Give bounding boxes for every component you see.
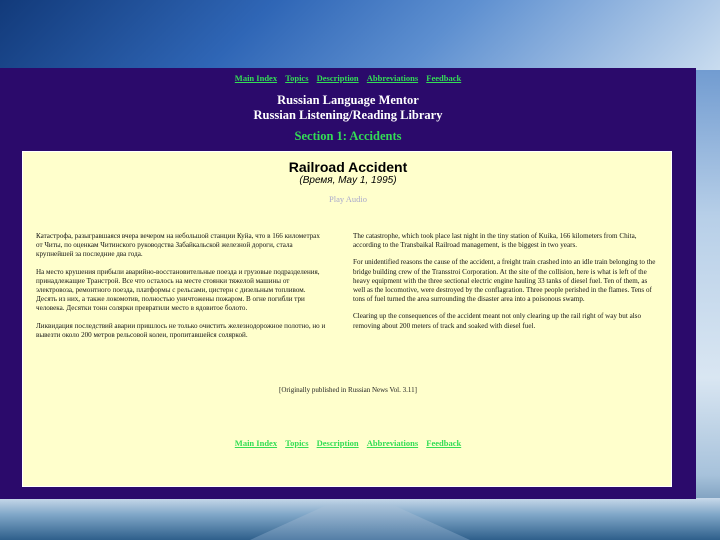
desktop-background-sky [0, 0, 720, 70]
russian-text-column [36, 232, 326, 348]
english-text-column [353, 232, 658, 339]
russian-paragraph: Катастрофа, разыгравшаяся вчера вечером на небольшой станции Куйа, что в 166 километрах от Читы, по оценкам Читинского руководства Забайкальской железной дороги, стала крупнейшей за последние два года. [36, 232, 320, 259]
nav-abbreviations[interactable]: Abbreviations [366, 73, 419, 83]
english-paragraph: The catastrophe, which took place last night in the tiny station of Kuika, 166 kilometers from Chita, according to the Transbaikal Railroad management, is the biggest in two years. [353, 232, 637, 250]
title-line-1: Russian Language Mentor [277, 93, 419, 107]
nav-topics[interactable]: Topics [285, 438, 309, 448]
nav-main-index[interactable]: Main Index [234, 438, 278, 448]
nav-abbreviations[interactable]: Abbreviations [366, 438, 419, 448]
nav-feedback[interactable]: Feedback [426, 438, 462, 448]
english-paragraph: Clearing up the consequences of the accident meant not only clearing up the rail right of way but also removing about 200 meters of track and soaked with diesel fuel. [353, 312, 641, 330]
nav-feedback[interactable]: Feedback [426, 73, 462, 83]
article-title: Railroad Accident [288, 159, 408, 175]
bottom-navigation [0, 438, 696, 448]
page-title [0, 93, 696, 123]
russian-paragraph: Ликвидация последствий аварии пришлось не только очистить железнодорожное полотно, но и вывезти около 200 метров рельсовой колеи, пропитавшейся соляркой. [36, 321, 326, 339]
english-paragraph: For unidentified reasons the cause of the accident, a freight train crashed into an idle train belonging to the bridge building crew of the Transstroi Corporation. At the site of the collision, here is what is left of the heavy equipment with the three sectional electric engine hauling 33 tanks of diesel fuel. Ten of them, as well as the locomotive, were destroyed by the conflagration. Three people perished in the flames. Tens of tons of fuel turned the area surrounding the disaster area into a poisonous swamp. [353, 258, 656, 304]
web-page-frame [0, 68, 696, 499]
russian-paragraph: На место крушения прибыли аварийно-восстановительные поезда и грузовые подразделения, принадлежащие Транстрой. Все что осталось на месте стоянки тяжелой машины от электровоза, ремонтного поезда, платформы с рельсами, цистерн с дизельным топливом. Десять из них, а также локомотив, полностью уничтожены пожаром. В огне погибли три человека. Десятки тонн солярки превратили место в ядовитое болото. [36, 267, 320, 313]
article-date: (Время, May 1, 1995) [299, 175, 397, 186]
nav-topics[interactable]: Topics [285, 73, 309, 83]
nav-description[interactable]: Description [316, 73, 359, 83]
section-heading: Section 1: Accidents [294, 129, 402, 143]
nav-description[interactable]: Description [316, 438, 359, 448]
source-citation: [Originally published in Russian News Vol. 3.11] [279, 386, 417, 394]
title-line-2: Russian Listening/Reading Library [253, 108, 443, 122]
top-navigation [0, 73, 696, 83]
article-panel [22, 151, 672, 487]
nav-main-index[interactable]: Main Index [234, 73, 278, 83]
play-audio-link[interactable]: Play Audio [328, 194, 368, 204]
